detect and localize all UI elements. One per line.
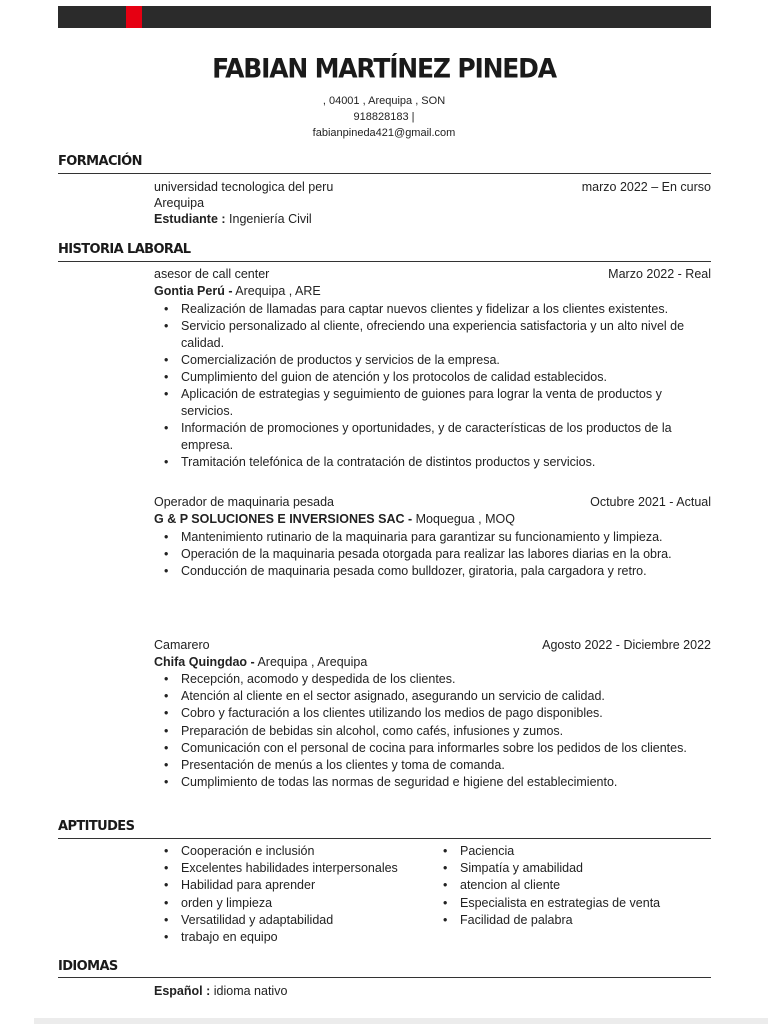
- list-item: • Mantenimiento rutinario de la maquinaria para garantizar su funcionamiento y limpieza.: [164, 529, 712, 546]
- list-item: • Comunicación con el personal de cocina para informarles sobre los pedidos de los clientes.: [164, 740, 712, 757]
- list-item: • Simpatía y amabilidad: [443, 860, 660, 877]
- list-item: • Atención al cliente en el sector asignado, asegurando un servicio de calidad.: [164, 688, 712, 705]
- list-item: • Realización de llamadas para captar nuevos clientes y fidelizar a los clientes existentes.: [164, 301, 712, 318]
- list-item: • Información de promociones y oportunidades, y de características de los productos de la empresa.: [164, 420, 712, 453]
- job-dates: Agosto 2022 - Diciembre 2022: [542, 638, 711, 652]
- company-location: Moquegua , MOQ: [412, 512, 515, 526]
- job-dates: Marzo 2022 - Real: [608, 267, 711, 281]
- job-duties-list: [164, 301, 712, 471]
- list-item: • Recepción, acomodo y despedida de los clientes.: [164, 671, 712, 688]
- page-edge: [34, 1018, 768, 1024]
- list-item: • Cooperación e inclusión: [164, 843, 398, 860]
- list-item: • Excelentes habilidades interpersonales: [164, 860, 398, 877]
- section-title-historia: HISTORIA LABORAL: [58, 242, 191, 257]
- job-company: [154, 512, 515, 526]
- section-title-aptitudes: APTITUDES: [58, 819, 135, 834]
- company-location: Arequipa , Arequipa: [254, 655, 368, 669]
- job-duties-list: [164, 671, 712, 791]
- list-item: • Conducción de maquinaria pesada como bulldozer, giratoria, pala cargadora y retro.: [164, 563, 712, 580]
- header-bar: [58, 6, 711, 28]
- language-level: idioma nativo: [210, 984, 288, 998]
- education-city: Arequipa: [154, 196, 205, 210]
- skills-list-right: [443, 843, 660, 929]
- list-item: • Aplicación de estrategias y seguimiento de guiones para lograr la venta de productos y servicios.: [164, 386, 712, 419]
- list-item: • Preparación de bebidas sin alcohol, como cafés, infusiones y zumos.: [164, 723, 712, 740]
- list-item: • Cumplimiento del guion de atención y los protocolos de calidad establecidos.: [164, 369, 712, 386]
- list-item: • Paciencia: [443, 843, 660, 860]
- job-company: [154, 655, 367, 669]
- list-item: • Facilidad de palabra: [443, 912, 660, 929]
- skills-list-left: [164, 843, 398, 946]
- company-name: G & P SOLUCIONES E INVERSIONES SAC -: [154, 512, 413, 526]
- job-duties-list: [164, 529, 712, 581]
- job-dates: Octubre 2021 - Actual: [590, 495, 711, 509]
- contact-address: , 04001 , Arequipa , SON: [322, 95, 446, 107]
- section-divider: [58, 173, 711, 174]
- list-item: • Especialista en estrategias de venta: [443, 895, 660, 912]
- list-item: • Operación de la maquinaria pesada otorgada para realizar las labores diarias en la obra.: [164, 546, 712, 563]
- job-role: asesor de call center: [154, 267, 270, 281]
- degree-label: Estudiante :: [154, 212, 226, 226]
- list-item: • trabajo en equipo: [164, 929, 398, 946]
- section-divider: [58, 838, 711, 839]
- section-title-formacion: FORMACIÓN: [58, 154, 142, 169]
- language-entry: [154, 984, 287, 998]
- job-company: [154, 284, 321, 298]
- company-name: Gontia Perú -: [154, 284, 233, 298]
- list-item: • Versatilidad y adaptabilidad: [164, 912, 398, 929]
- job-role: Camarero: [154, 638, 210, 652]
- section-divider: [58, 261, 711, 262]
- list-item: • Habilidad para aprender: [164, 877, 398, 894]
- list-item: • Presentación de menús a los clientes y toma de comanda.: [164, 757, 712, 774]
- list-item: • orden y limpieza: [164, 895, 398, 912]
- header-accent: [126, 6, 142, 28]
- job-role: Operador de maquinaria pesada: [154, 495, 334, 509]
- education-degree: [154, 212, 312, 226]
- list-item: • Servicio personalizado al cliente, ofreciendo una experiencia satisfactoria y un alto nivel de calidad.: [164, 318, 712, 351]
- list-item: • Tramitación telefónica de la contratación de distintos productos y servicios.: [164, 454, 712, 471]
- list-item: • atencion al cliente: [443, 877, 660, 894]
- section-divider: [58, 977, 711, 978]
- section-title-idiomas: IDIOMAS: [58, 959, 118, 974]
- company-location: Arequipa , ARE: [232, 284, 321, 298]
- company-name: Chifa Quingdao -: [154, 655, 255, 669]
- list-item: • Cumplimiento de todas las normas de seguridad e higiene del establecimiento.: [164, 774, 712, 791]
- degree-value: Ingeniería Civil: [225, 212, 312, 226]
- education-dates: marzo 2022 – En curso: [581, 180, 711, 194]
- contact-email: fabianpineda421@gmail.com: [312, 127, 456, 139]
- list-item: • Cobro y facturación a los clientes utilizando los medios de pago disponibles.: [164, 705, 712, 722]
- language-name: Español :: [154, 984, 211, 998]
- list-item: • Comercialización de productos y servicios de la empresa.: [164, 352, 712, 369]
- contact-phone: 918828183 |: [353, 111, 415, 123]
- candidate-name: FABIAN MARTÍNEZ PINEDA: [212, 53, 556, 84]
- education-institution: universidad tecnologica del peru: [154, 180, 334, 194]
